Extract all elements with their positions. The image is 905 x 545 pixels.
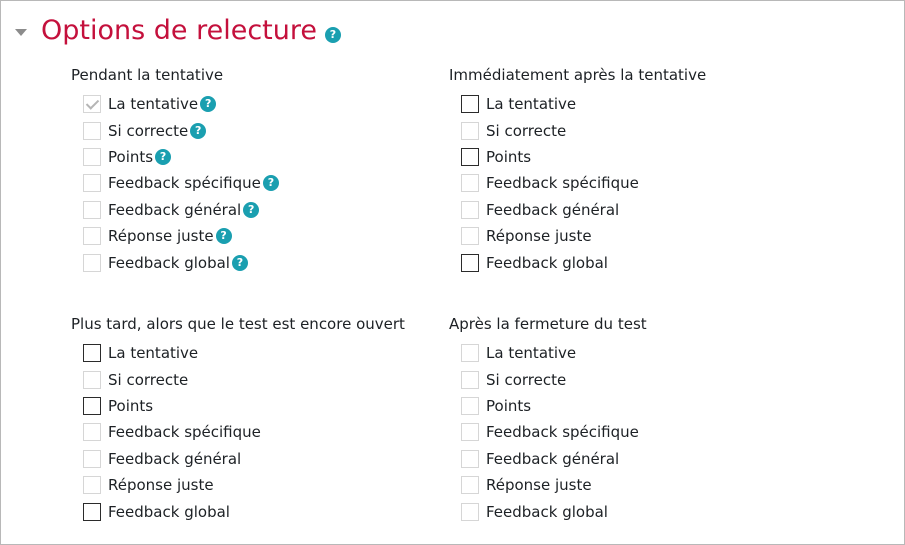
checkbox[interactable] [461,148,479,166]
checkbox[interactable] [461,254,479,272]
checkbox-label: Feedback général [486,200,620,219]
checkbox-label: Réponse juste [108,227,214,246]
checkbox-label: Réponse juste [486,227,592,246]
checkbox-row[interactable] [461,197,706,223]
checkbox-label: Réponse juste [486,476,592,495]
checkbox-row[interactable] [83,117,279,143]
collapse-caret-icon[interactable] [15,29,27,36]
checkbox-disabled [461,227,479,245]
checkbox-row[interactable] [83,366,405,392]
question-circle-icon[interactable]: ? [325,27,341,43]
checkbox-label: Réponse juste [108,476,214,495]
checkbox-label: Feedback global [486,502,608,521]
checkbox-disabled [461,371,479,389]
checkbox-label: Si correcte [108,370,189,389]
checkbox-label: Feedback spécifique [486,423,639,442]
question-circle-icon[interactable]: ? [200,96,216,112]
checkbox-disabled [83,148,101,166]
checkbox-row[interactable] [83,197,279,223]
group-later-while-open [71,314,405,525]
checkbox-label: La tentative [486,95,577,114]
checkbox-row[interactable] [83,91,279,117]
checkbox-label: Feedback global [108,502,230,521]
question-circle-icon[interactable]: ? [243,202,259,218]
checkbox-label: La tentative [108,344,199,363]
checkbox-label: Si correcte [486,121,567,140]
checkbox-label: Si correcte [486,370,567,389]
group-after-close [449,314,647,525]
checkbox-row[interactable] [461,498,647,524]
section-title: Options de relecture [41,15,317,46]
group-immediately-after [449,65,706,276]
checkbox-label: Feedback global [108,253,230,272]
group-title: Plus tard, alors que le test est encore ouvert [71,315,405,333]
checkbox-label: Feedback spécifique [108,174,261,193]
checkbox-label: Points [486,147,532,166]
checkbox-disabled [83,174,101,192]
checkbox-label: Points [486,396,532,415]
checkbox-row[interactable] [83,393,405,419]
checkbox-label: Feedback général [486,449,620,468]
checkbox-label: La tentative [486,344,577,363]
checkbox-row[interactable] [83,249,279,275]
checkbox-checked-disabled [83,95,101,113]
checkbox-disabled [83,227,101,245]
checkbox-row[interactable] [461,366,647,392]
checkbox-row[interactable] [461,249,706,275]
checkbox-row[interactable] [83,223,279,249]
checkbox-row[interactable] [461,393,647,419]
question-circle-icon[interactable]: ? [190,123,206,139]
group-title: Immédiatement après la tentative [449,66,707,84]
checkbox-label: Feedback général [108,449,242,468]
checkbox-row[interactable] [461,117,706,143]
checkbox-disabled [461,423,479,441]
checkbox-row[interactable] [83,446,405,472]
group-title: Pendant la tentative [71,66,224,84]
checkbox-row[interactable] [461,91,706,117]
checkbox-row[interactable] [461,170,706,196]
checkbox[interactable] [83,397,101,415]
checkbox-row[interactable] [83,144,279,170]
checkbox-row[interactable] [83,498,405,524]
group-during-attempt [71,65,279,276]
checkbox-disabled [461,122,479,140]
checkbox-row[interactable] [83,472,405,498]
checkbox-disabled [461,503,479,521]
checkbox-disabled [83,254,101,272]
question-circle-icon[interactable]: ? [155,149,171,165]
checkbox-label: Points [108,147,154,166]
checkbox-label: Points [108,396,154,415]
checkbox-row[interactable] [461,446,647,472]
checkbox-disabled [461,397,479,415]
checkbox-disabled [83,122,101,140]
checkbox-row[interactable] [461,419,647,445]
checkbox-disabled [83,201,101,219]
checkbox-disabled [461,450,479,468]
checkbox-label: Feedback global [486,253,608,272]
checkbox[interactable] [461,95,479,113]
checkbox-disabled [461,174,479,192]
question-circle-icon[interactable]: ? [216,228,232,244]
checkbox-disabled [83,371,101,389]
checkbox-row[interactable] [461,472,647,498]
checkbox-label: Feedback général [108,200,242,219]
checkbox-row[interactable] [461,340,647,366]
checkbox-label: Feedback spécifique [486,174,639,193]
checkbox-disabled [461,201,479,219]
checkbox-row[interactable] [461,144,706,170]
section-toggle[interactable] [15,13,341,49]
checkbox-disabled [83,476,101,494]
checkbox-disabled [83,450,101,468]
question-circle-icon[interactable]: ? [263,175,279,191]
checkbox[interactable] [83,503,101,521]
question-circle-icon[interactable]: ? [232,255,248,271]
checkbox-label: La tentative [108,95,199,114]
checkbox-row[interactable] [83,340,405,366]
checkbox-label: Si correcte [108,121,189,140]
checkbox[interactable] [83,344,101,362]
checkbox-disabled [461,344,479,362]
checkbox-label: Feedback spécifique [108,423,261,442]
checkbox-disabled [83,423,101,441]
group-title: Après la fermeture du test [449,315,647,333]
checkbox-row[interactable] [461,223,706,249]
checkbox-row[interactable] [83,170,279,196]
checkbox-row[interactable] [83,419,405,445]
checkbox-disabled [461,476,479,494]
